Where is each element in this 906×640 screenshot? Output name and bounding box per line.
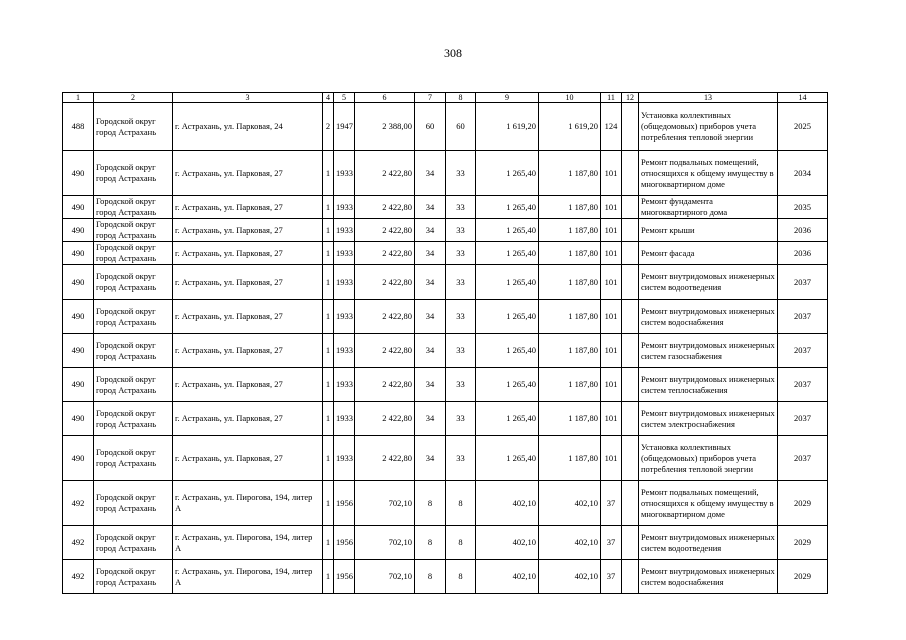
- col9-cell: 1 265,40: [476, 334, 539, 368]
- work-type-cell: Установка коллективных (общедомовых) приборов учета потребления тепловой энергии: [639, 436, 778, 481]
- row-number-cell: 490: [63, 368, 94, 402]
- col9-cell: 1 265,40: [476, 196, 539, 219]
- work-type-cell: Ремонт внутридомовых инженерных систем теплоснабжения: [639, 368, 778, 402]
- table-row: [63, 196, 828, 219]
- col9-cell: 1 265,40: [476, 219, 539, 242]
- floors-cell: 1: [323, 334, 334, 368]
- row-number-cell: 490: [63, 402, 94, 436]
- column-header: 2: [94, 93, 173, 103]
- capital-repair-table: [62, 92, 828, 594]
- col8-cell: 33: [446, 219, 476, 242]
- floors-cell: 1: [323, 436, 334, 481]
- completion-year-cell: 2037: [778, 436, 828, 481]
- col10-cell: 402,10: [539, 481, 601, 526]
- col9-cell: 1 265,40: [476, 242, 539, 265]
- work-type-cell: Ремонт внутридомовых инженерных систем газоснабжения: [639, 334, 778, 368]
- column-header: 4: [323, 93, 334, 103]
- total-area-cell: 2 422,80: [355, 151, 415, 196]
- col8-cell: 33: [446, 196, 476, 219]
- col7-cell: 8: [415, 526, 446, 560]
- municipality-cell: Городской округ город Астрахань: [94, 219, 173, 242]
- col7-cell: 34: [415, 151, 446, 196]
- total-area-cell: 702,10: [355, 526, 415, 560]
- total-area-cell: 2 422,80: [355, 242, 415, 265]
- municipality-cell: Городской округ город Астрахань: [94, 265, 173, 300]
- completion-year-cell: 2037: [778, 265, 828, 300]
- municipality-cell: Городской округ город Астрахань: [94, 334, 173, 368]
- table-row: [63, 151, 828, 196]
- completion-year-cell: 2025: [778, 103, 828, 151]
- col12-cell: [622, 368, 639, 402]
- address-cell: г. Астрахань, ул. Парковая, 27: [173, 436, 323, 481]
- work-type-cell: Ремонт внутридомовых инженерных систем водоотведения: [639, 265, 778, 300]
- col12-cell: [622, 334, 639, 368]
- year-cell: 1933: [334, 436, 355, 481]
- year-cell: 1933: [334, 300, 355, 334]
- col12-cell: [622, 103, 639, 151]
- col8-cell: 8: [446, 526, 476, 560]
- floors-cell: 1: [323, 242, 334, 265]
- completion-year-cell: 2035: [778, 196, 828, 219]
- col10-cell: 1 187,80: [539, 242, 601, 265]
- col7-cell: 8: [415, 481, 446, 526]
- col11-cell: 101: [601, 242, 622, 265]
- completion-year-cell: 2037: [778, 334, 828, 368]
- floors-cell: 1: [323, 265, 334, 300]
- floors-cell: 1: [323, 526, 334, 560]
- completion-year-cell: 2034: [778, 151, 828, 196]
- address-cell: г. Астрахань, ул. Парковая, 27: [173, 334, 323, 368]
- address-cell: г. Астрахань, ул. Пирогова, 194, литер А: [173, 560, 323, 594]
- column-header: 10: [539, 93, 601, 103]
- table-row: [63, 300, 828, 334]
- address-cell: г. Астрахань, ул. Пирогова, 194, литер А: [173, 526, 323, 560]
- col10-cell: 1 187,80: [539, 368, 601, 402]
- col10-cell: 1 187,80: [539, 402, 601, 436]
- municipality-cell: Городской округ город Астрахань: [94, 196, 173, 219]
- col9-cell: 1 265,40: [476, 300, 539, 334]
- col12-cell: [622, 402, 639, 436]
- work-type-cell: Ремонт внутридомовых инженерных систем водоснабжения: [639, 300, 778, 334]
- total-area-cell: 2 422,80: [355, 368, 415, 402]
- row-number-cell: 490: [63, 196, 94, 219]
- floors-cell: 1: [323, 196, 334, 219]
- table-row: [63, 334, 828, 368]
- address-cell: г. Астрахань, ул. Парковая, 27: [173, 151, 323, 196]
- col11-cell: 101: [601, 368, 622, 402]
- work-type-cell: Ремонт внутридомовых инженерных систем электроснабжения: [639, 402, 778, 436]
- col9-cell: 402,10: [476, 526, 539, 560]
- floors-cell: 1: [323, 368, 334, 402]
- table-row: [63, 402, 828, 436]
- col9-cell: 1 265,40: [476, 436, 539, 481]
- work-type-cell: Ремонт фундамента многоквартирного дома: [639, 196, 778, 219]
- total-area-cell: 2 388,00: [355, 103, 415, 151]
- col10-cell: 402,10: [539, 560, 601, 594]
- row-number-cell: 490: [63, 219, 94, 242]
- municipality-cell: Городской округ город Астрахань: [94, 436, 173, 481]
- col9-cell: 402,10: [476, 560, 539, 594]
- year-cell: 1933: [334, 219, 355, 242]
- year-cell: 1933: [334, 151, 355, 196]
- municipality-cell: Городской округ город Астрахань: [94, 560, 173, 594]
- col11-cell: 101: [601, 196, 622, 219]
- col8-cell: 33: [446, 151, 476, 196]
- col9-cell: 1 265,40: [476, 368, 539, 402]
- col9-cell: 1 265,40: [476, 402, 539, 436]
- address-cell: г. Астрахань, ул. Парковая, 24: [173, 103, 323, 151]
- col12-cell: [622, 219, 639, 242]
- column-header: 8: [446, 93, 476, 103]
- col7-cell: 34: [415, 334, 446, 368]
- col8-cell: 33: [446, 334, 476, 368]
- col10-cell: 1 187,80: [539, 436, 601, 481]
- col8-cell: 33: [446, 368, 476, 402]
- total-area-cell: 2 422,80: [355, 436, 415, 481]
- total-area-cell: 2 422,80: [355, 300, 415, 334]
- col10-cell: 402,10: [539, 526, 601, 560]
- table-row: [63, 265, 828, 300]
- table-row: [63, 560, 828, 594]
- completion-year-cell: 2029: [778, 526, 828, 560]
- col9-cell: 1 265,40: [476, 151, 539, 196]
- floors-cell: 1: [323, 300, 334, 334]
- col11-cell: 37: [601, 481, 622, 526]
- col10-cell: 1 187,80: [539, 196, 601, 219]
- col12-cell: [622, 526, 639, 560]
- row-number-cell: 492: [63, 481, 94, 526]
- col10-cell: 1 619,20: [539, 103, 601, 151]
- year-cell: 1956: [334, 526, 355, 560]
- col11-cell: 101: [601, 300, 622, 334]
- col12-cell: [622, 265, 639, 300]
- row-number-cell: 490: [63, 300, 94, 334]
- col10-cell: 1 187,80: [539, 151, 601, 196]
- work-type-cell: Ремонт крыши: [639, 219, 778, 242]
- year-cell: 1933: [334, 265, 355, 300]
- col11-cell: 101: [601, 151, 622, 196]
- col12-cell: [622, 300, 639, 334]
- total-area-cell: 2 422,80: [355, 334, 415, 368]
- floors-cell: 1: [323, 481, 334, 526]
- row-number-cell: 490: [63, 334, 94, 368]
- col10-cell: 1 187,80: [539, 265, 601, 300]
- municipality-cell: Городской округ город Астрахань: [94, 151, 173, 196]
- col8-cell: 33: [446, 265, 476, 300]
- municipality-cell: Городской округ город Астрахань: [94, 526, 173, 560]
- address-cell: г. Астрахань, ул. Парковая, 27: [173, 300, 323, 334]
- column-header: 3: [173, 93, 323, 103]
- col12-cell: [622, 196, 639, 219]
- work-type-cell: Ремонт внутридомовых инженерных систем водоотведения: [639, 526, 778, 560]
- col7-cell: 34: [415, 265, 446, 300]
- column-header: 12: [622, 93, 639, 103]
- col10-cell: 1 187,80: [539, 334, 601, 368]
- year-cell: 1933: [334, 242, 355, 265]
- floors-cell: 1: [323, 402, 334, 436]
- completion-year-cell: 2037: [778, 300, 828, 334]
- row-number-cell: 492: [63, 560, 94, 594]
- col11-cell: 37: [601, 560, 622, 594]
- col11-cell: 124: [601, 103, 622, 151]
- table-row: [63, 481, 828, 526]
- column-header: 1: [63, 93, 94, 103]
- floors-cell: 1: [323, 151, 334, 196]
- total-area-cell: 2 422,80: [355, 402, 415, 436]
- column-header: 7: [415, 93, 446, 103]
- column-number-row: [63, 93, 828, 103]
- col12-cell: [622, 436, 639, 481]
- col7-cell: 34: [415, 242, 446, 265]
- row-number-cell: 488: [63, 103, 94, 151]
- col11-cell: 101: [601, 436, 622, 481]
- total-area-cell: 702,10: [355, 481, 415, 526]
- table-row: [63, 436, 828, 481]
- col12-cell: [622, 560, 639, 594]
- col11-cell: 101: [601, 265, 622, 300]
- column-header: 13: [639, 93, 778, 103]
- col7-cell: 34: [415, 300, 446, 334]
- floors-cell: 1: [323, 560, 334, 594]
- address-cell: г. Астрахань, ул. Парковая, 27: [173, 196, 323, 219]
- municipality-cell: Городской округ город Астрахань: [94, 368, 173, 402]
- table-row: [63, 526, 828, 560]
- table-row: [63, 242, 828, 265]
- col11-cell: 101: [601, 219, 622, 242]
- col12-cell: [622, 242, 639, 265]
- col8-cell: 33: [446, 436, 476, 481]
- year-cell: 1956: [334, 481, 355, 526]
- col10-cell: 1 187,80: [539, 300, 601, 334]
- completion-year-cell: 2037: [778, 368, 828, 402]
- column-header: 6: [355, 93, 415, 103]
- total-area-cell: 2 422,80: [355, 265, 415, 300]
- col10-cell: 1 187,80: [539, 219, 601, 242]
- col7-cell: 60: [415, 103, 446, 151]
- col7-cell: 34: [415, 219, 446, 242]
- municipality-cell: Городской округ город Астрахань: [94, 242, 173, 265]
- row-number-cell: 490: [63, 151, 94, 196]
- row-number-cell: 492: [63, 526, 94, 560]
- col8-cell: 33: [446, 402, 476, 436]
- address-cell: г. Астрахань, ул. Парковая, 27: [173, 368, 323, 402]
- col11-cell: 101: [601, 334, 622, 368]
- work-type-cell: Установка коллективных (общедомовых) приборов учета потребления тепловой энергии: [639, 103, 778, 151]
- col7-cell: 34: [415, 196, 446, 219]
- address-cell: г. Астрахань, ул. Парковая, 27: [173, 402, 323, 436]
- municipality-cell: Городской округ город Астрахань: [94, 103, 173, 151]
- year-cell: 1956: [334, 560, 355, 594]
- col8-cell: 8: [446, 560, 476, 594]
- floors-cell: 2: [323, 103, 334, 151]
- col8-cell: 33: [446, 300, 476, 334]
- page-number: 308: [444, 46, 462, 60]
- table-row: [63, 103, 828, 151]
- col11-cell: 37: [601, 526, 622, 560]
- address-cell: г. Астрахань, ул. Парковая, 27: [173, 265, 323, 300]
- year-cell: 1933: [334, 402, 355, 436]
- table-row: [63, 219, 828, 242]
- work-type-cell: Ремонт внутридомовых инженерных систем водоснабжения: [639, 560, 778, 594]
- total-area-cell: 2 422,80: [355, 196, 415, 219]
- col8-cell: 33: [446, 242, 476, 265]
- completion-year-cell: 2037: [778, 402, 828, 436]
- column-header: 14: [778, 93, 828, 103]
- year-cell: 1933: [334, 334, 355, 368]
- year-cell: 1933: [334, 196, 355, 219]
- col9-cell: 1 619,20: [476, 103, 539, 151]
- total-area-cell: 2 422,80: [355, 219, 415, 242]
- column-header: 5: [334, 93, 355, 103]
- col11-cell: 101: [601, 402, 622, 436]
- col9-cell: 1 265,40: [476, 265, 539, 300]
- col7-cell: 34: [415, 436, 446, 481]
- column-header: 9: [476, 93, 539, 103]
- work-type-cell: Ремонт подвальных помещений, относящихся к общему имуществу в многоквартирном доме: [639, 481, 778, 526]
- completion-year-cell: 2029: [778, 481, 828, 526]
- row-number-cell: 490: [63, 265, 94, 300]
- address-cell: г. Астрахань, ул. Парковая, 27: [173, 242, 323, 265]
- table-row: [63, 368, 828, 402]
- col12-cell: [622, 151, 639, 196]
- col8-cell: 60: [446, 103, 476, 151]
- municipality-cell: Городской округ город Астрахань: [94, 402, 173, 436]
- col12-cell: [622, 481, 639, 526]
- row-number-cell: 490: [63, 436, 94, 481]
- column-header: 11: [601, 93, 622, 103]
- completion-year-cell: 2029: [778, 560, 828, 594]
- address-cell: г. Астрахань, ул. Пирогова, 194, литер А: [173, 481, 323, 526]
- col7-cell: 8: [415, 560, 446, 594]
- municipality-cell: Городской округ город Астрахань: [94, 481, 173, 526]
- completion-year-cell: 2036: [778, 219, 828, 242]
- row-number-cell: 490: [63, 242, 94, 265]
- col7-cell: 34: [415, 402, 446, 436]
- address-cell: г. Астрахань, ул. Парковая, 27: [173, 219, 323, 242]
- total-area-cell: 702,10: [355, 560, 415, 594]
- year-cell: 1933: [334, 368, 355, 402]
- year-cell: 1947: [334, 103, 355, 151]
- col8-cell: 8: [446, 481, 476, 526]
- completion-year-cell: 2036: [778, 242, 828, 265]
- work-type-cell: Ремонт фасада: [639, 242, 778, 265]
- municipality-cell: Городской округ город Астрахань: [94, 300, 173, 334]
- work-type-cell: Ремонт подвальных помещений, относящихся к общему имуществу в многоквартирном доме: [639, 151, 778, 196]
- col9-cell: 402,10: [476, 481, 539, 526]
- floors-cell: 1: [323, 219, 334, 242]
- col7-cell: 34: [415, 368, 446, 402]
